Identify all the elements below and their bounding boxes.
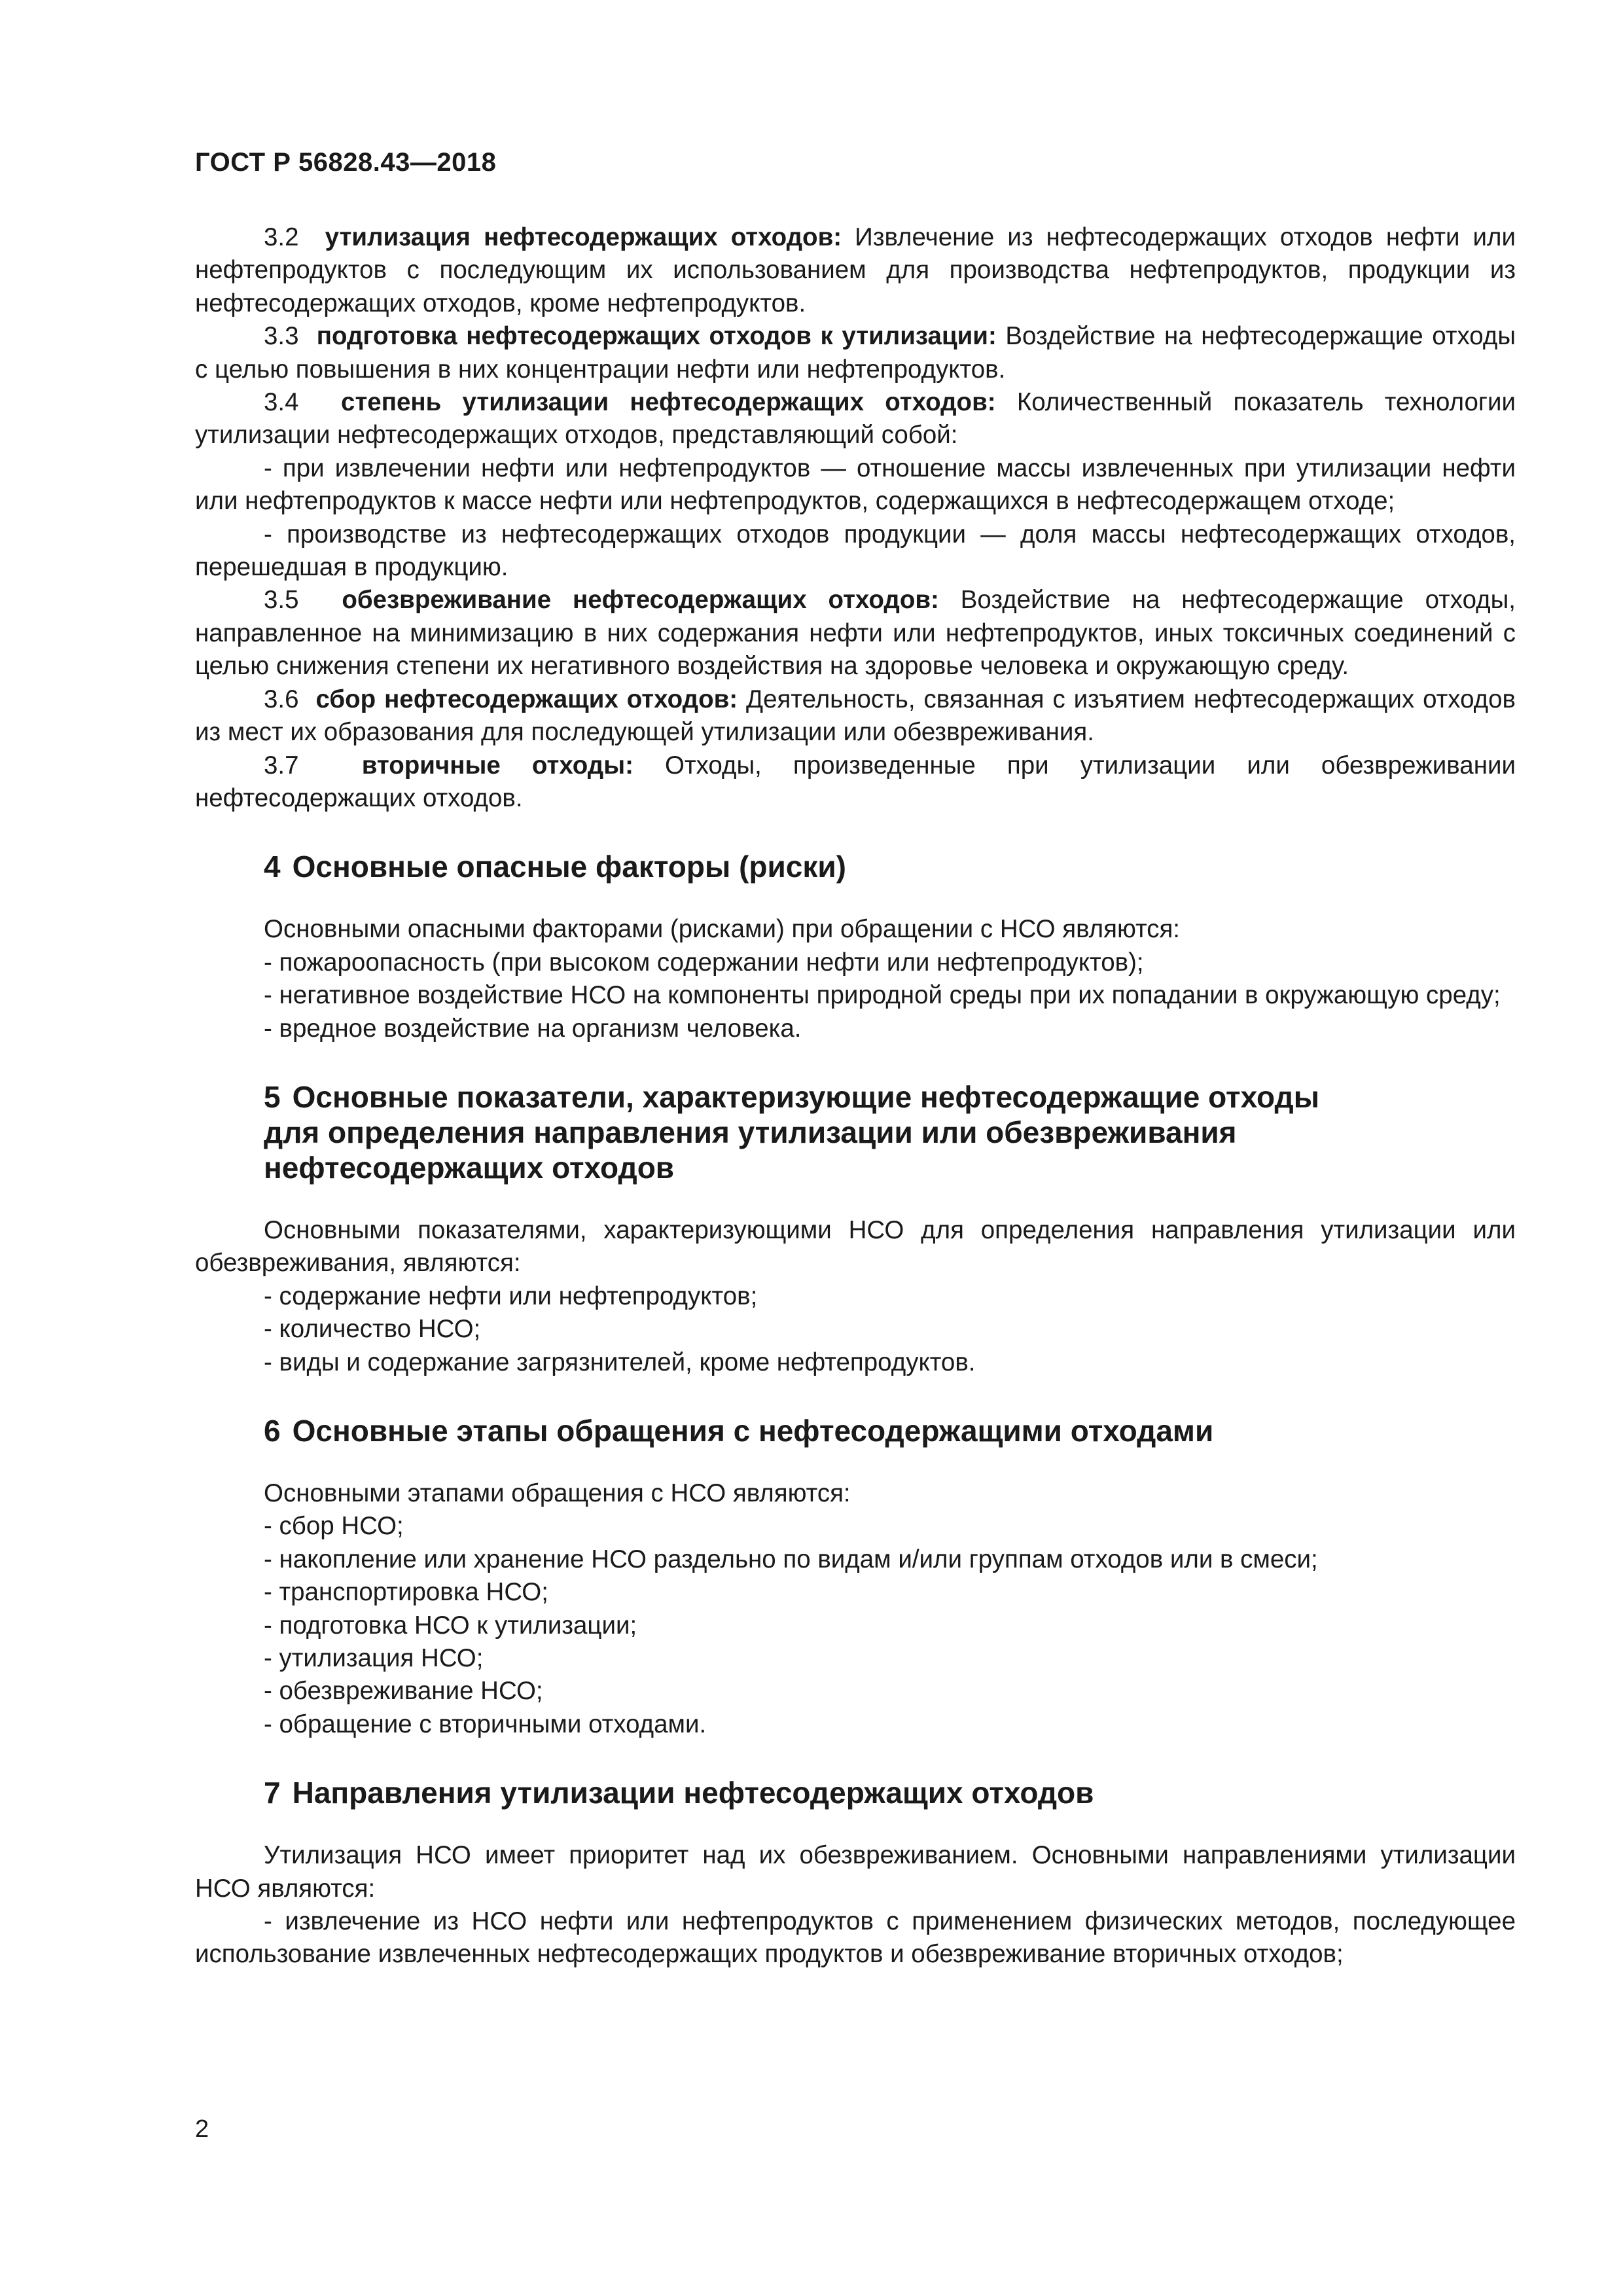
- definition-number: 3.7: [264, 751, 299, 780]
- list-item: - обращение с вторичными отходами.: [264, 1710, 707, 1738]
- section-number: 5: [264, 1079, 281, 1114]
- definition-text: Воздействие на нефтесодержащие отходы с целью повышения в них концентрации нефти или нефтепродуктов.: [195, 322, 1516, 384]
- definition-3-4: [195, 386, 1516, 452]
- section-intro: Основными опасными факторами (рисками) при обращении с НСО являются:: [264, 915, 1180, 944]
- section-number: 4: [264, 850, 281, 884]
- section-title: Основные этапы обращения с нефтесодержащими отходами: [292, 1413, 1214, 1448]
- section-title: Направления утилизации нефтесодержащих отходов: [292, 1776, 1094, 1810]
- definition-term: подготовка нефтесодержащих отходов к утилизации:: [316, 322, 997, 351]
- list-item: - извлечение из НСО нефти или нефтепродуктов с применением физических методов, последующее использование извлеченных нефтесодержащих продуктов и обезвреживание вторичных отходов;: [195, 1907, 1516, 1969]
- list-item: - вредное воздействие на организм человека.: [264, 1014, 802, 1043]
- definition-text: Извлечение из нефтесодержащих отходов нефти или нефтепродуктов с последующим их использованием для производства нефтепродуктов, продукции из нефтесодержащих отходов, кроме нефтепродуктов.: [195, 223, 1516, 317]
- list-item: - накопление или хранение НСО раздельно по видам и/или группам отходов или в смеси;: [264, 1545, 1318, 1573]
- definition-term: степень утилизации нефтесодержащих отходов:: [341, 388, 996, 417]
- list-item: - сбор НСО;: [264, 1512, 404, 1541]
- definition-3-3: [195, 320, 1516, 386]
- list-item: - негативное воздействие НСО на компоненты природной среды при их попадании в окружающую среду;: [264, 981, 1501, 1010]
- definition-term: сбор нефтесодержащих отходов:: [315, 685, 738, 713]
- list-item: - виды и содержание загрязнителей, кроме нефтепродуктов.: [264, 1348, 976, 1376]
- section-title-line: нефтесодержащих отходов: [264, 1150, 675, 1185]
- definition-number: 3.4: [264, 388, 299, 417]
- definition-number: 3.3: [264, 322, 299, 351]
- definition-number: 3.2: [264, 223, 299, 251]
- list-item: - содержание нефти или нефтепродуктов;: [264, 1282, 758, 1310]
- list-item: - утилизация НСО;: [264, 1644, 484, 1672]
- definition-term: обезвреживание нефтесодержащих отходов:: [342, 586, 939, 615]
- definition-3-7: [195, 749, 1516, 816]
- section-heading-7: [195, 1775, 1516, 1810]
- list-item: - обезвреживание НСО;: [264, 1677, 543, 1706]
- section-heading-6: [195, 1413, 1516, 1448]
- definition-number: 3.6: [264, 685, 299, 713]
- list-item: - пожароопасность (при высоком содержании нефти или нефтепродуктов);: [264, 948, 1144, 977]
- list-item: - количество НСО;: [264, 1315, 481, 1344]
- definition-text: Воздействие на нефтесодержащие отходы, направленное на минимизацию в них содержания нефти или нефтепродуктов, иных токсичных соединений с целью снижения степени их негативного воздействия на здоровье человека и окружающую среду.: [195, 586, 1516, 681]
- list-item: - при извлечении нефти или нефтепродуктов — отношение массы извлеченных при утилизации нефти или нефтепродуктов к массе нефти или нефтепродуктов, содержащихся в нефтесодержащем отходе;: [195, 454, 1516, 516]
- section-intro: Утилизация НСО имеет приоритет над их обезвреживанием. Основными направлениями утилизации НСО являются:: [195, 1841, 1516, 1903]
- section-number: 6: [264, 1413, 281, 1448]
- list-item: - подготовка НСО к утилизации;: [264, 1611, 637, 1640]
- section-heading-5: [195, 1079, 1516, 1185]
- section-title: Основные опасные факторы (риски): [292, 850, 846, 884]
- definition-term: вторичные отходы:: [361, 751, 633, 780]
- section-title-line: Основные показатели, характеризующие нефтесодержащие отходы: [292, 1079, 1319, 1114]
- definition-text: Отходы, произведенные при утилизации или обезвреживании нефтесодержащих отходов.: [195, 751, 1516, 812]
- definition-text: Количественный показатель технологии утилизации нефтесодержащих отходов, представляющий собой:: [195, 388, 1516, 450]
- definition-text: Деятельность, связанная с изъятием нефтесодержащих отходов из мест их образования для последующей утилизации или обезвреживания.: [195, 685, 1516, 747]
- page-number: 2: [195, 2115, 209, 2143]
- section-intro: Основными показателями, характеризующими НСО для определения направления утилизации или обезвреживания, являются:: [195, 1215, 1516, 1278]
- definition-number: 3.5: [264, 586, 299, 615]
- section-number: 7: [264, 1776, 281, 1810]
- list-item: - транспортировка НСО;: [264, 1578, 548, 1607]
- definition-3-5: [195, 584, 1516, 683]
- document-header: ГОСТ Р 56828.43—2018: [195, 148, 497, 177]
- section-intro: Основными этапами обращения с НСО являются:: [264, 1479, 851, 1507]
- definition-term: утилизация нефтесодержащих отходов:: [325, 223, 842, 251]
- list-item: - производстве из нефтесодержащих отходов продукции — доля массы нефтесодержащих отходов, перешедшая в продукцию.: [195, 520, 1516, 582]
- document-body: [195, 221, 1516, 1971]
- section-title-line: для определения направления утилизации или обезвреживания: [264, 1115, 1237, 1149]
- definition-3-6: [195, 683, 1516, 749]
- section-heading-4: [195, 849, 1516, 884]
- definition-3-2: [195, 221, 1516, 320]
